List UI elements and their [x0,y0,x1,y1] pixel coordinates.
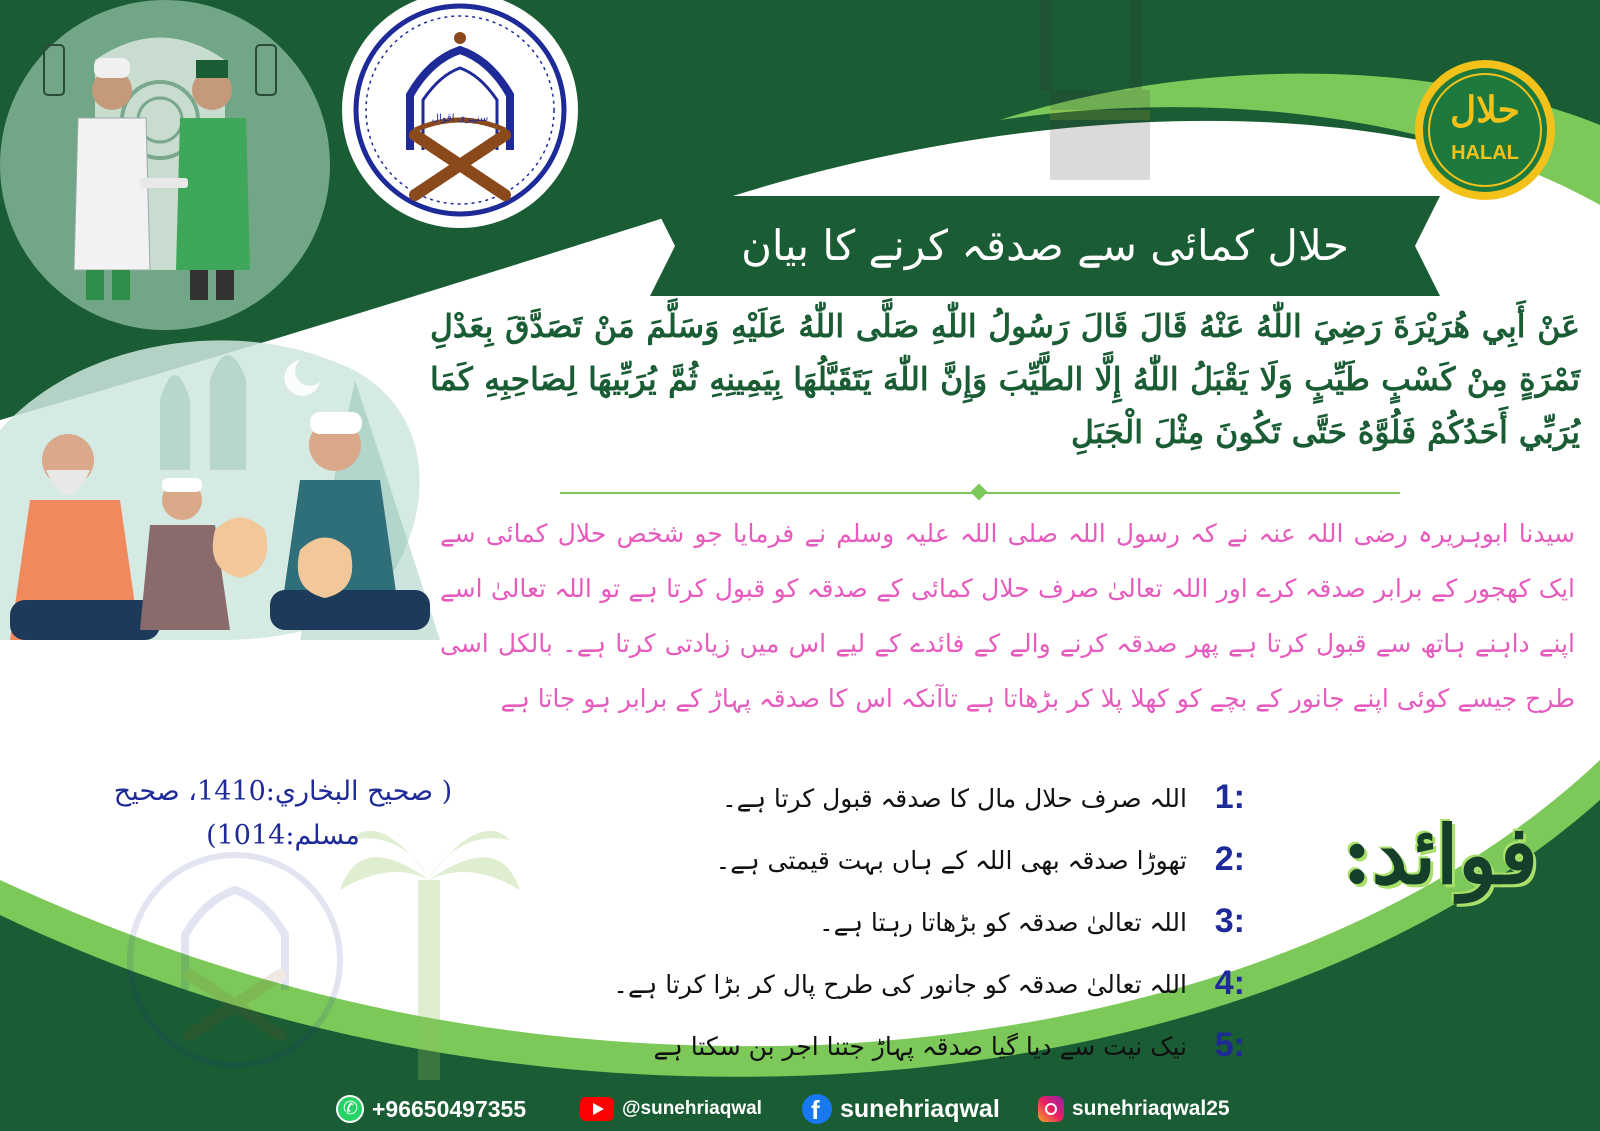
logo-text: سنہری اقوال [431,113,489,124]
charity-illustration-top [0,0,330,330]
benefit-text: اللہ تعالیٰ صدقہ کو جانور کی طرح پال کر بڑا کرتا ہے۔ [613,970,1187,999]
whatsapp-link[interactable] [336,1090,526,1128]
urdu-translation: سیدنا ابوہریرہ رضی اللہ عنہ نے کہ رسول اللہ صلی اللہ علیہ وسلم نے فرمایا جو شخص حلال کمائی سے ایک کھجور کے برابر صدقہ کرے اور اللہ تعالیٰ صرف حلال کمائی کے صدقہ کو قبول کرتا ہے تو اللہ تعالیٰ اسے اپنے داہنے ہاتھ سے قبول کرتا ہے پھر صدقہ کرنے والے کے فائدے کے لیے اس میں زیادتی کرتا ہے۔ بالکل اسی طرح جیسے کوئی اپنے جانور کے بچے کو کھلا پلا کر بڑھاتا ہے تاآنکہ اس کا صدقہ پہاڑ کے برابر ہو جاتا ہے [440,519,1575,713]
halal-badge-english: HALAL [1451,142,1519,164]
benefit-item [405,774,1245,830]
benefit-item [405,960,1245,1016]
whatsapp-icon [336,1095,364,1123]
social-footer [322,1090,1302,1128]
instagram-handle: sunehriaqwal25 [1072,1097,1230,1120]
youtube-handle: @sunehriaqwal [622,1098,762,1119]
arabic-hadith: عَنْ أَبِي هُرَيْرَةَ رَضِيَ اللّٰهُ عَنْهُ قَالَ قَالَ رَسُولُ اللّٰهِ صَلَّى اللّٰهُ عَلَيْهِ وَسَلَّمَ مَنْ تَصَدَّقَ بِعَدْلِ تَمْرَةٍ مِنْ كَسْبٍ طَيِّبٍ وَلَا يَقْبَلُ اللّٰهُ إِلَّا الطَّيِّبَ وَإِنَّ اللّٰهَ يَتَقَبَّلُهَا بِيَمِينِهِ ثُمَّ يُرَبِّيهَا لِصَاحِبِهِ كَمَا يُرَبِّي أَحَدُكُمْ فَلُوَّهُ حَتَّى تَكُونَ مِثْلَ الْجَبَلِ [430,308,1580,451]
benefits-title: فوائد: [1342,808,1538,902]
benefit-number: 1: [1214,778,1245,816]
page-title: حلال کمائی سے صدقہ کرنے کا بیان [741,221,1349,270]
benefit-text: نیک نیت سے دیا گیا صدقہ پہاڑ جتنا اجر بن سکتا ہے [653,1032,1187,1061]
charity-illustration-middle [0,340,440,640]
hadith-reference: ( صحيح البخاري:1410، صحيح مسلم:1014) [113,776,453,851]
benefit-number: 2: [1214,840,1245,878]
facebook-link[interactable] [802,1090,1000,1128]
halal-badge-arabic: حلال [1450,89,1520,131]
facebook-icon [802,1094,832,1124]
benefit-number: 4: [1214,964,1245,1002]
youtube-icon [580,1097,614,1121]
youtube-link[interactable] [580,1090,762,1128]
benefit-item [405,836,1245,892]
instagram-link[interactable] [1038,1090,1230,1128]
benefit-item [405,898,1245,954]
facebook-handle: sunehriaqwal [840,1094,1000,1123]
benefit-text: اللہ صرف حلال مال کا صدقہ قبول کرتا ہے۔ [722,784,1187,813]
whatsapp-number: +96650497355 [372,1095,527,1122]
instagram-icon [1038,1096,1064,1122]
benefit-item [405,1022,1245,1078]
benefit-text: اللہ تعالیٰ صدقہ کو بڑھاتا رہتا ہے۔ [819,908,1187,937]
benefit-number: 3: [1214,902,1245,940]
benefit-text: تھوڑا صدقہ بھی اللہ کے ہاں بہت قیمتی ہے۔ [715,846,1187,875]
benefit-number: 5: [1214,1026,1245,1064]
